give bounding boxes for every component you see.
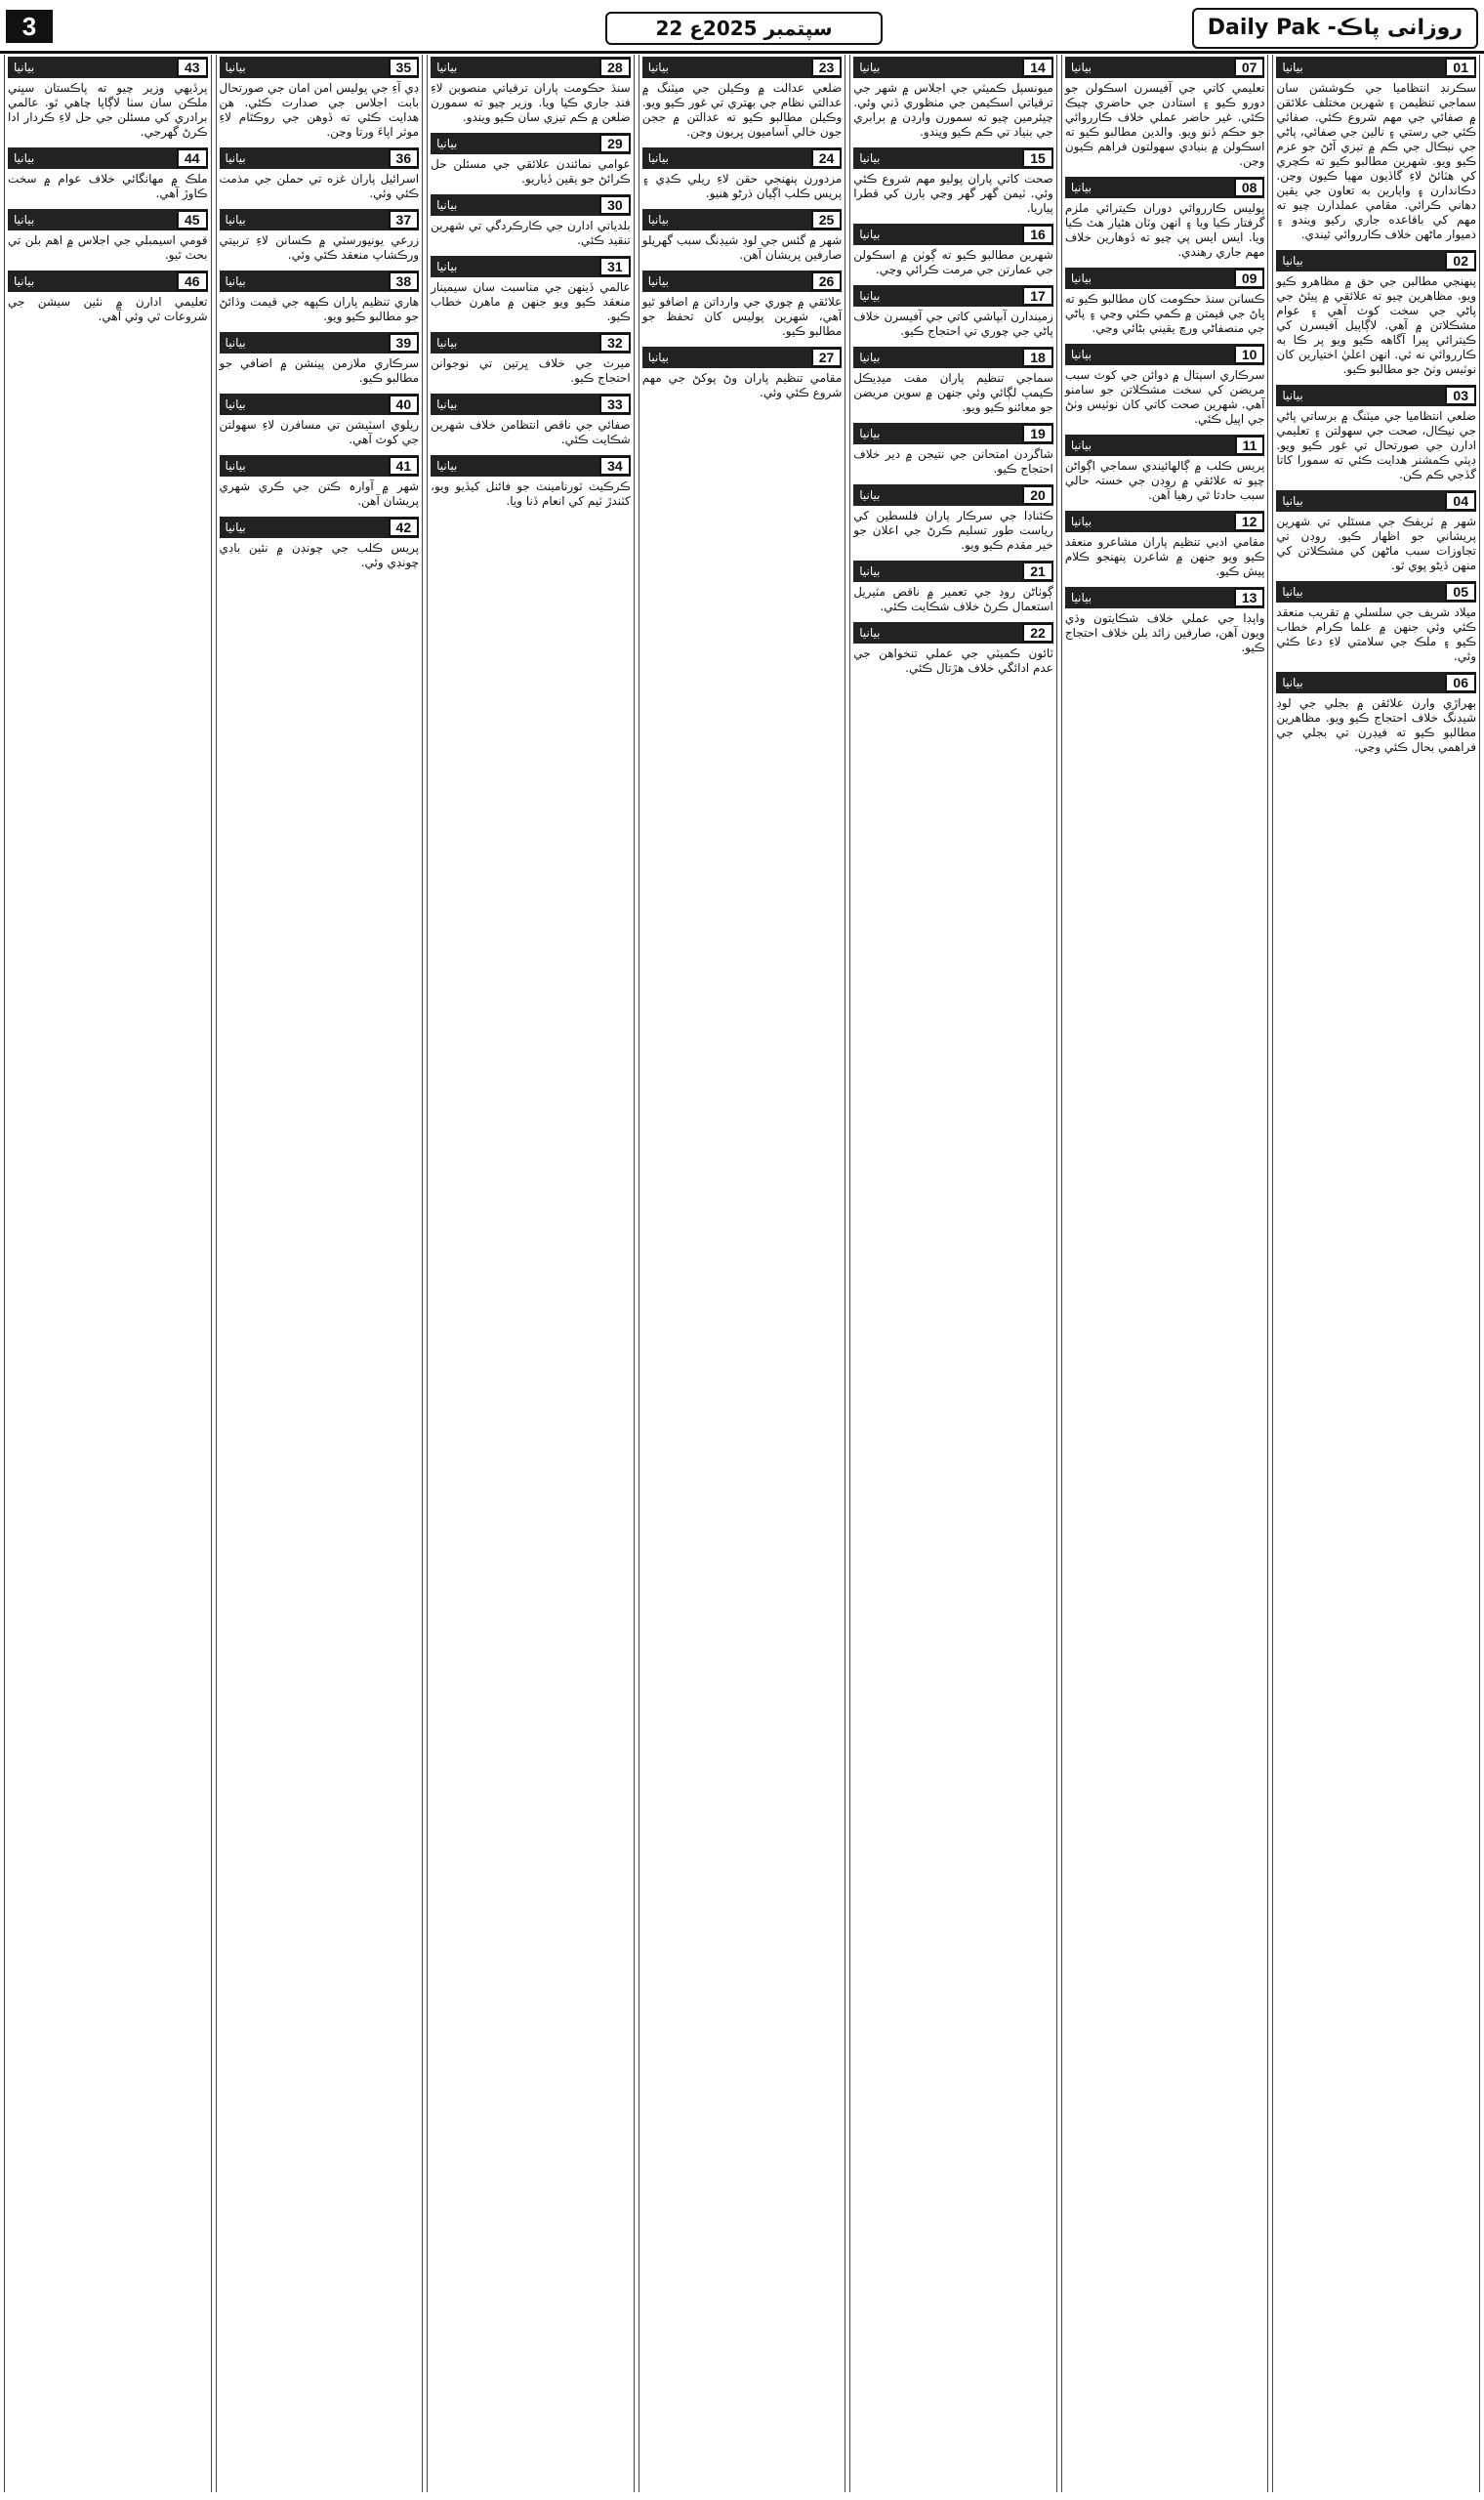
snippet-text: ميرٽ جي خلاف ڀرتين تي نوجوانن احتجاج ڪيو.: [431, 356, 631, 385]
snippet-header: [642, 347, 843, 368]
section-tag: بيانيا: [1282, 254, 1303, 268]
news-snippet: [1276, 250, 1476, 377]
snippet-number: 04: [1445, 491, 1476, 511]
snippet-text: ضلعي انتظاميا جي ميٽنگ ۾ برساتي پاڻي جي نيڪال، صحت جي سهولتن ۽ تعليمي ادارن جي صورتحال تي غور ڪيو ويو. ڊپٽي ڪمشنر هدايت ڪئي ته سمورا کاتا گڏجي ڪم ڪن.: [1276, 409, 1476, 481]
news-snippet: [1065, 587, 1265, 655]
snippet-number: 27: [811, 348, 843, 367]
snippet-number: 21: [1022, 562, 1053, 581]
snippet-text: ميلاد شريف جي سلسلي ۾ تقريب منعقد ڪئي وئي جنهن ۾ علما ڪرام خطاب ڪيو ۽ ملڪ جي سلامتي لاءِ دعا ڪئي وئي.: [1276, 605, 1476, 663]
snippet-number: 37: [389, 210, 420, 229]
snippet-text: ضلعي عدالت ۾ وڪيلن جي ميٽنگ ۾ عدالتي نظام جي بهتري تي غور ڪيو ويو. وڪيلن مطالبو ڪيو ته عدالتن ۾ ججن جون خالي آساميون ڀريون وڃن.: [641, 81, 843, 139]
news-snippet: [8, 57, 208, 140]
snippet-number: 09: [1234, 269, 1265, 288]
news-snippet: [1065, 435, 1265, 503]
snippet-header: [220, 332, 420, 354]
snippet-text: صفائي جي ناقص انتظامن خلاف شهرين شڪايت ڪئي.: [431, 418, 631, 446]
snippet-number: 41: [389, 456, 420, 476]
news-snippet: [8, 271, 208, 324]
snippet-header: [853, 484, 1053, 506]
snippet-text: زميندارن آبپاشي کاتي جي آفيسرن خلاف پاڻي جي چوري تي احتجاج ڪيو.: [853, 310, 1053, 338]
snippet-header: [853, 423, 1053, 444]
snippet-number: 02: [1445, 251, 1476, 271]
section-tag: بيانيا: [859, 228, 881, 241]
snippet-header: [642, 271, 843, 292]
snippet-number: 43: [177, 58, 208, 77]
page-header: [0, 0, 1484, 54]
snippet-number: 06: [1445, 673, 1476, 692]
snippet-header: [1276, 57, 1476, 78]
section-tag: بيانيا: [647, 61, 669, 74]
news-snippet: [220, 394, 420, 447]
snippet-header: [853, 57, 1053, 78]
news-snippet: [1065, 268, 1265, 336]
section-tag: بيانيا: [859, 626, 881, 640]
snippet-text: واپڊا جي عملي خلاف شڪايتون وڌي ويون آهن، صارفين زائد بلن خلاف احتجاج ڪيو.: [1064, 611, 1265, 654]
snippet-header: [8, 271, 208, 292]
snippet-number: 44: [177, 148, 208, 168]
snippet-number: 20: [1022, 485, 1053, 505]
snippet-header: [431, 133, 631, 154]
section-tag: بيانيا: [1282, 585, 1303, 599]
snippet-text: ڊي آءِ جي پوليس امن امان جي صورتحال بابت اجلاس جي صدارت ڪئي. هن هدايت ڪئي ته ڏوهن جي روڪٿام لاءِ موثر اپاءَ ورتا وڃن.: [219, 81, 420, 139]
snippet-number: 15: [1022, 148, 1053, 168]
snippet-header: [1276, 250, 1476, 271]
section-tag: بيانيا: [1070, 271, 1092, 285]
news-snippet: [431, 194, 631, 248]
snippet-header: [642, 147, 843, 169]
news-snippet: [642, 209, 843, 263]
snippet-text: هاري تنظيم پاران ڪپهه جي قيمت وڌائڻ جو مطالبو ڪيو ويو.: [219, 295, 420, 323]
news-snippet: [1276, 385, 1476, 482]
snippet-header: [8, 147, 208, 169]
news-columns: [0, 55, 1484, 2492]
section-tag: بيانيا: [13, 274, 35, 288]
section-tag: بيانيا: [1070, 348, 1092, 361]
news-snippet: [431, 394, 631, 447]
snippet-header: [220, 455, 420, 477]
news-snippet: [642, 271, 843, 339]
snippet-text: ريلوي اسٽيشن تي مسافرن لاءِ سهولتن جي کوٽ آهي.: [219, 418, 420, 446]
snippet-text: ٽائون ڪميٽي جي عملي تنخواهن جي عدم ادائگي خلاف هڙتال ڪئي.: [853, 646, 1053, 675]
news-snippet: [1276, 672, 1476, 755]
snippet-header: [220, 147, 420, 169]
snippet-number: 40: [389, 395, 420, 414]
news-snippet: [431, 57, 631, 125]
snippet-number: 45: [177, 210, 208, 229]
snippet-text: قومي اسيمبلي جي اجلاس ۾ اهم بلن تي بحث ٿيو.: [7, 233, 208, 262]
section-tag: بيانيا: [436, 336, 458, 350]
snippet-text: عالمي ڏينهن جي مناسبت سان سيمينار منعقد ڪيو ويو جنهن ۾ ماهرن خطاب ڪيو.: [431, 280, 631, 323]
news-snippet: [1065, 344, 1265, 427]
section-tag: بيانيا: [436, 260, 458, 273]
section-tag: بيانيا: [225, 274, 246, 288]
news-snippet: [642, 57, 843, 140]
news-snippet: [431, 455, 631, 509]
snippet-header: [220, 517, 420, 538]
snippet-text: ميونسپل ڪميٽي جي اجلاس ۾ شهر جي ترقياتي اسڪيمن جي منظوري ڏني وئي. چيئرمين چيو ته سمورن وارڊن ۾ برابري جي بنياد تي ڪم ڪيو ويندو.: [853, 81, 1053, 139]
news-snippet: [853, 57, 1053, 140]
news-snippet: [853, 484, 1053, 553]
snippet-text: شهرين مطالبو ڪيو ته ڳوٺن ۾ اسڪولن جي عمارتن جي مرمت ڪرائي وڃي.: [853, 248, 1053, 276]
snippet-number: 36: [389, 148, 420, 168]
section-tag: بيانيا: [225, 61, 246, 74]
snippet-text: زرعي يونيورسٽي ۾ ڪسانن لاءِ تربيتي ورڪشاپ منعقد ڪئي وئي.: [219, 233, 420, 262]
snippet-text: ڪرڪيٽ ٽورنامينٽ جو فائنل کيڏيو ويو، کٽندڙ ٽيم کي انعام ڏنا ويا.: [431, 479, 631, 508]
section-tag: بيانيا: [13, 213, 35, 227]
snippet-text: مزدورن پنهنجي حقن لاءِ ريلي ڪڍي ۽ پريس ڪلب اڳيان ڌرڻو هنيو.: [641, 172, 843, 200]
snippet-header: [853, 147, 1053, 169]
news-snippet: [853, 561, 1053, 614]
snippet-text: پوليس ڪارروائي دوران ڪيترائي ملزم گرفتار ڪيا ويا ۽ انهن وٽان هٿيار هٿ ڪيا ويا. ايس ايس پي چيو ته ڏوهارين خلاف مهم جاري رهندي.: [1064, 201, 1265, 259]
section-tag: بيانيا: [647, 274, 669, 288]
news-snippet: [8, 147, 208, 201]
snippet-number: 10: [1234, 345, 1265, 364]
section-tag: بيانيا: [859, 564, 881, 578]
snippet-header: [1065, 177, 1265, 198]
snippet-number: 25: [811, 210, 843, 229]
snippet-text: پريس ڪلب ۾ ڳالهائيندي سماجي اڳواڻن چيو ته علائقي ۾ روڊن جي خستہ حالي سبب حادثا ٿي رهيا آهن.: [1064, 459, 1265, 502]
section-tag: بيانيا: [1282, 494, 1303, 508]
snippet-text: شهر ۾ گئس جي لوڊ شيڊنگ سبب گهريلو صارفين پريشان آهن.: [641, 233, 843, 262]
snippet-header: [220, 271, 420, 292]
snippet-text: ڪئناڊا جي سرڪار پاران فلسطين کي رياست طور تسليم ڪرڻ جي اعلان جو خير مقدم ڪيو ويو.: [853, 509, 1053, 552]
snippet-header: [853, 347, 1053, 368]
section-tag: بيانيا: [1282, 676, 1303, 689]
snippet-header: [1276, 672, 1476, 693]
snippet-text: شهر ۾ آوارہ ڪتن جي ڪري شهري پريشان آهن.: [219, 479, 420, 508]
news-snippet: [8, 209, 208, 263]
section-tag: بيانيا: [647, 151, 669, 165]
news-snippet: [220, 517, 420, 570]
snippet-text: سنڌ حڪومت پاران ترقياتي منصوبن لاءِ فنڊ جاري ڪيا ويا. وزير چيو ته سمورن ضلعن ۾ ڪم تيزي سان ڪيو ويندو.: [431, 81, 631, 124]
snippet-header: [8, 57, 208, 78]
section-tag: بيانيا: [13, 61, 35, 74]
snippet-header: [1065, 435, 1265, 456]
snippet-number: 17: [1022, 286, 1053, 306]
snippet-number: 18: [1022, 348, 1053, 367]
snippet-text: شاگردن امتحانن جي نتيجن ۾ دير خلاف احتجاج ڪيو.: [853, 447, 1053, 476]
snippet-number: 24: [811, 148, 843, 168]
snippet-header: [1276, 490, 1476, 512]
snippet-number: 08: [1234, 178, 1265, 197]
section-tag: بيانيا: [436, 459, 458, 473]
snippet-text: سڪرنڊ انتظاميا جي ڪوششن سان سماجي تنظيمن ۽ شهرين مختلف علائقن ۾ صفائي جي مهم شروع ڪئي. صفائي ڪئي جي رستي ۽ نالين جي صفائي، پاڻي جي نيڪال جي ڪم ۾ تيزي آڻڻ جو عزم ڪيو ويو. شهرين مطالبو ڪيو ته ڪچري کي هٽائڻ لاءِ گاڏيون مهيا ڪيون وڃن. دڪاندارن ۽ واپارين به تعاون جي يقين دهاني ڪرائي. مقامي عملدارن چيو ته مهم کي باقاعده جاري رکيو ويندو ۽ ذميوار ماڻهن خلاف ڪارروائي ٿيندي.: [1276, 81, 1476, 241]
snippet-text: ملڪ ۾ مهانگائي خلاف عوام ۾ سخت ڪاوڙ آهي.: [7, 172, 208, 200]
section-tag: بيانيا: [436, 198, 458, 212]
news-snippet: [220, 455, 420, 509]
snippet-header: [1276, 385, 1476, 406]
section-tag: بيانيا: [225, 521, 246, 534]
snippet-text: بلدياتي ادارن جي ڪارڪردگي تي شهرين تنقيد ڪئي.: [431, 219, 631, 247]
section-tag: بيانيا: [859, 427, 881, 440]
section-tag: بيانيا: [859, 151, 881, 165]
snippet-number: 22: [1022, 623, 1053, 643]
news-snippet: [220, 271, 420, 324]
news-snippet: [642, 147, 843, 201]
news-snippet: [853, 147, 1053, 216]
news-snippet: [431, 256, 631, 324]
news-snippet: [220, 57, 420, 140]
snippet-header: [853, 622, 1053, 644]
snippet-text: سماجي تنظيم پاران مفت ميڊيڪل ڪيمپ لڳائي وئي جنهن ۾ سوين مريضن جو معائنو ڪيو ويو.: [853, 371, 1053, 414]
snippet-header: [431, 57, 631, 78]
snippet-number: 23: [811, 58, 843, 77]
snippet-text: صحت کاتي پاران پوليو مهم شروع ڪئي وئي. ٽيمن گهر گهر وڃي ٻارن کي قطرا پياريا.: [853, 172, 1053, 215]
section-tag: بيانيا: [436, 61, 458, 74]
section-tag: بيانيا: [225, 397, 246, 411]
section-tag: بيانيا: [1070, 181, 1092, 194]
section-tag: بيانيا: [1282, 61, 1303, 74]
news-snippet: [642, 347, 843, 400]
snippet-number: 13: [1234, 588, 1265, 607]
section-tag: بيانيا: [13, 151, 35, 165]
snippet-header: [220, 209, 420, 230]
snippet-number: 35: [389, 58, 420, 77]
news-snippet: [220, 332, 420, 386]
snippet-number: 29: [599, 134, 631, 153]
snippet-text: سرڪاري اسپتال ۾ دوائن جي کوٽ سبب مريضن کي سخت مشڪلاتن جو سامنو آهي. شهرين صحت کاتي کان نوٽيس وٺڻ جي اپيل ڪئي.: [1064, 368, 1265, 426]
snippet-text: پريس ڪلب جي چونڊن ۾ نئين باڊي چونڊي وئي.: [219, 541, 420, 569]
page-number: 3: [6, 10, 53, 43]
snippet-number: 12: [1234, 512, 1265, 531]
snippet-text: پرڏيهي وزير چيو ته پاڪستان سڀني ملڪن سان سٺا لاڳاپا چاهي ٿو. عالمي برادري کي مسئلن جي حل لاءِ ڪردار ادا ڪرڻ گهرجي.: [7, 81, 208, 139]
snippet-number: 16: [1022, 225, 1053, 244]
snippet-number: 07: [1234, 58, 1265, 77]
news-snippet: [853, 622, 1053, 676]
snippet-header: [431, 455, 631, 477]
news-snippet: [1276, 490, 1476, 573]
snippet-text: سرڪاري ملازمن پينشن ۾ اضافي جو مطالبو ڪيو.: [219, 356, 420, 385]
snippet-text: ڳوٺاڻن روڊ جي تعمير ۾ ناقص مٽيريل استعمال ڪرڻ خلاف شڪايت ڪئي.: [853, 585, 1053, 613]
section-tag: بيانيا: [1070, 61, 1092, 74]
snippet-number: 31: [599, 257, 631, 276]
news-snippet: [853, 224, 1053, 277]
snippet-header: [431, 332, 631, 354]
snippet-number: 01: [1445, 58, 1476, 77]
snippet-text: شهر ۾ ٽريفڪ جي مسئلي تي شهرين پريشاني جو اظهار ڪيو. روڊن تي تجاوزات سبب ماڻهن کي مشڪلاتن کي منهن ڏيڻو پوي ٿو.: [1276, 515, 1476, 572]
news-snippet: [1065, 177, 1265, 260]
snippet-text: مقامي ادبي تنظيم پاران مشاعرو منعقد ڪيو ويو جنهن ۾ شاعرن پنهنجو ڪلام پيش ڪيو.: [1064, 535, 1265, 578]
news-snippet: [1065, 511, 1265, 579]
newspaper-masthead: روزانی پاڪ- Daily Pak: [1192, 8, 1478, 49]
snippet-text: تعليمي کاتي جي آفيسرن اسڪولن جو دورو ڪيو ۽ استادن جي حاضري چيڪ ڪئي. غير حاضر عملي خلاف ڪارروائي جو حڪم ڏنو ويو. والدين مطالبو ڪيو ته اسڪولن ۾ بنيادي سهولتون فراهم ڪيون وڃن.: [1064, 81, 1265, 168]
news-column: [4, 55, 212, 2492]
section-tag: بيانيا: [1070, 438, 1092, 452]
section-tag: بيانيا: [1070, 591, 1092, 604]
snippet-number: 34: [599, 456, 631, 476]
snippet-header: [220, 394, 420, 415]
snippet-number: 19: [1022, 424, 1053, 443]
snippet-number: 05: [1445, 582, 1476, 602]
section-tag: بيانيا: [225, 459, 246, 473]
snippet-header: [853, 561, 1053, 582]
snippet-header: [431, 394, 631, 415]
section-tag: بيانيا: [859, 61, 881, 74]
snippet-header: [853, 224, 1053, 245]
news-column: [427, 55, 635, 2492]
snippet-number: 39: [389, 333, 420, 353]
section-tag: بيانيا: [859, 488, 881, 502]
section-tag: بيانيا: [436, 137, 458, 150]
news-snippet: [220, 147, 420, 201]
snippet-number: 42: [389, 518, 420, 537]
news-snippet: [853, 347, 1053, 415]
snippet-header: [1065, 511, 1265, 532]
snippet-header: [220, 57, 420, 78]
section-tag: بيانيا: [1282, 389, 1303, 402]
section-tag: بيانيا: [859, 351, 881, 364]
snippet-number: 38: [389, 271, 420, 291]
section-tag: بيانيا: [647, 351, 669, 364]
snippet-number: 11: [1235, 436, 1265, 455]
snippet-number: 32: [599, 333, 631, 353]
news-snippet: [1065, 57, 1265, 169]
snippet-number: 14: [1022, 58, 1053, 77]
snippet-number: 30: [599, 195, 631, 215]
snippet-text: مقامي تنظيم پاران وڻ پوکڻ جي مهم شروع ڪئي وئي.: [641, 371, 843, 399]
snippet-header: [853, 285, 1053, 307]
snippet-header: [1065, 344, 1265, 365]
issue-date: 22 سپتمبر 2025ع: [605, 12, 883, 45]
snippet-text: ڪسانن سنڌ حڪومت کان مطالبو ڪيو ته ڀاڻ جي قيمتن ۾ ڪمي ڪئي وڃي ۽ پاڻي جي منصفاڻي ورڇ يقيني بڻائي وڃي.: [1064, 292, 1265, 335]
snippet-header: [1276, 581, 1476, 603]
snippet-header: [8, 209, 208, 230]
section-tag: بيانيا: [647, 213, 669, 227]
snippet-text: عوامي نمائندن علائقي جي مسئلن حل ڪرائڻ جو يقين ڏياريو.: [431, 157, 631, 186]
snippet-text: ٻهراڙي وارن علائقن ۾ بجلي جي لوڊ شيڊنگ خلاف احتجاج ڪيو ويو. مظاهرين مطالبو ڪيو ته فيڊرن تي بجلي جي فراهمي بحال ڪئي وڃي.: [1276, 696, 1476, 754]
news-snippet: [853, 423, 1053, 477]
section-tag: بيانيا: [225, 213, 246, 227]
snippet-number: 46: [177, 271, 208, 291]
snippet-text: پنهنجي مطالبن جي حق ۾ مظاهرو ڪيو ويو. مظاهرين چيو ته علائقي ۾ پيئڻ جي پاڻي جي سخت کوٽ آهي ۽ عوام مشڪلاتن ۾ آهي. لاڳاپيل آفيسرن کي ڪيترائي ڀيرا آگاهه ڪيو ويو پر ڪا به ڪارروائي نه ٿي. انهن اعليٰ اختيارين کان نوٽيس وٺڻ جو مطالبو ڪيو.: [1276, 274, 1476, 376]
news-snippet: [220, 209, 420, 263]
snippet-header: [1065, 268, 1265, 289]
news-column: [216, 55, 424, 2492]
section-tag: بيانيا: [859, 289, 881, 303]
section-tag: بيانيا: [225, 151, 246, 165]
snippet-text: اسرائيل پاران غزه تي حملن جي مذمت ڪئي وئي.: [219, 172, 420, 200]
snippet-number: 33: [599, 395, 631, 414]
section-tag: بيانيا: [225, 336, 246, 350]
news-snippet: [1276, 57, 1476, 242]
news-column: [1272, 55, 1480, 2492]
snippet-header: [1065, 57, 1265, 78]
section-tag: بيانيا: [1070, 515, 1092, 528]
news-snippet: [431, 133, 631, 187]
section-tag: بيانيا: [436, 397, 458, 411]
news-snippet: [1276, 581, 1476, 664]
news-snippet: [431, 332, 631, 386]
news-column: [849, 55, 1057, 2492]
snippet-number: 28: [599, 58, 631, 77]
snippet-text: تعليمي ادارن ۾ نئين سيشن جي شروعات ٿي وئي آهي.: [7, 295, 208, 323]
snippet-text: علائقي ۾ چوري جي وارداتن ۾ اضافو ٿيو آهي، شهرين پوليس کان تحفظ جو مطالبو ڪيو.: [641, 295, 843, 338]
snippet-number: 26: [811, 271, 843, 291]
snippet-header: [642, 57, 843, 78]
news-snippet: [853, 285, 1053, 339]
news-column: [1061, 55, 1269, 2492]
snippet-number: 03: [1445, 386, 1476, 405]
snippet-header: [431, 194, 631, 216]
snippet-header: [642, 209, 843, 230]
news-column: [639, 55, 846, 2492]
snippet-header: [431, 256, 631, 277]
snippet-header: [1065, 587, 1265, 608]
